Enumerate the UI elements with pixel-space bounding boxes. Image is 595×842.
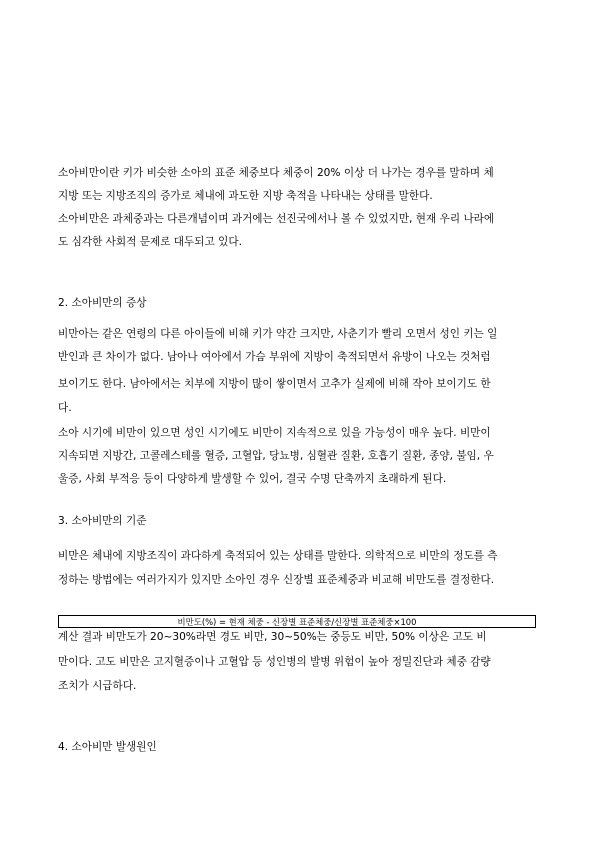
section2-line-3: 보이기도 한다. 남아에서는 치부에 지방이 많이 쌓이면서 고추가 실제에 비해 작아 보이기도 한 <box>58 378 491 390</box>
section2-line-2: 반인과 큰 차이가 없다. 남아나 여아에서 가슴 부위에 지방이 축적되면서 유방이 나오는 것처럼 <box>58 351 491 363</box>
intro-line-4: 도 심각한 사회적 문제로 대두되고 있다. <box>58 236 242 248</box>
section3-after-line-1: 계산 결과 비만도가 20~30%라면 경도 비만, 30~50%는 중등도 비만, 50% 이상은 고도 비 <box>58 631 487 643</box>
section3-line-2: 정하는 방법에는 여러가지가 있지만 소아인 경우 신장별 표준체중과 비교해 비만도를 결정한다. <box>58 574 495 586</box>
intro-line-1: 소아비만이란 키가 비슷한 소아의 표준 체중보다 체중이 20% 이상 더 나가는 경우를 말하며 체 <box>58 167 494 179</box>
formula-box: 비만도(%) = 현재 체중 - 신장별 표준체중/신장별 표준체중×100 <box>58 615 536 628</box>
section3-line-1: 비만은 체내에 지방조직이 과다하게 축적되어 있는 상태를 말한다. 의학적으로 비만의 정도를 측 <box>58 550 498 562</box>
section2-line-1: 비만아는 같은 연령의 다른 아이들에 비해 키가 약간 크지만, 사춘기가 빨리 오면서 성인 키는 일 <box>58 328 498 340</box>
intro-line-2: 지방 또는 지방조직의 증가로 체내에 과도한 지방 축적을 나타내는 상태를 말한다. <box>58 190 433 202</box>
section3-after-line-2: 만이다. 고도 비만은 고지혈증이나 고혈압 등 성인병의 발병 위험이 높아 정밀진단과 체중 감량 <box>58 656 491 668</box>
section2-line-5: 소아 시기에 비만이 있으면 성인 시기에도 비만이 지속적으로 있을 가능성이 매우 높다. 비만이 <box>58 427 491 439</box>
intro-line-3: 소아비만은 과체중과는 다른개념이며 과거에는 선진국에서나 볼 수 있었지만, 현재 우리 나라에 <box>58 213 495 225</box>
section2-line-7: 울증, 사회 부적응 등이 다양하게 발생할 수 있어, 결국 수명 단축까지 초래하게 된다. <box>58 473 447 485</box>
section2-line-4: 다. <box>58 402 72 414</box>
section3-heading: 3. 소아비만의 기준 <box>58 515 147 527</box>
section2-heading: 2. 소아비만의 증상 <box>58 297 147 309</box>
section4-heading: 4. 소아비만 발생원인 <box>58 741 157 753</box>
section2-line-6: 지속되면 지방간, 고콜레스테롤 혈증, 고혈압, 당뇨병, 심혈관 질환, 호흡기 질환, 종양, 불임, 우 <box>58 450 494 462</box>
section3-after-line-3: 조치가 시급하다. <box>58 680 137 692</box>
